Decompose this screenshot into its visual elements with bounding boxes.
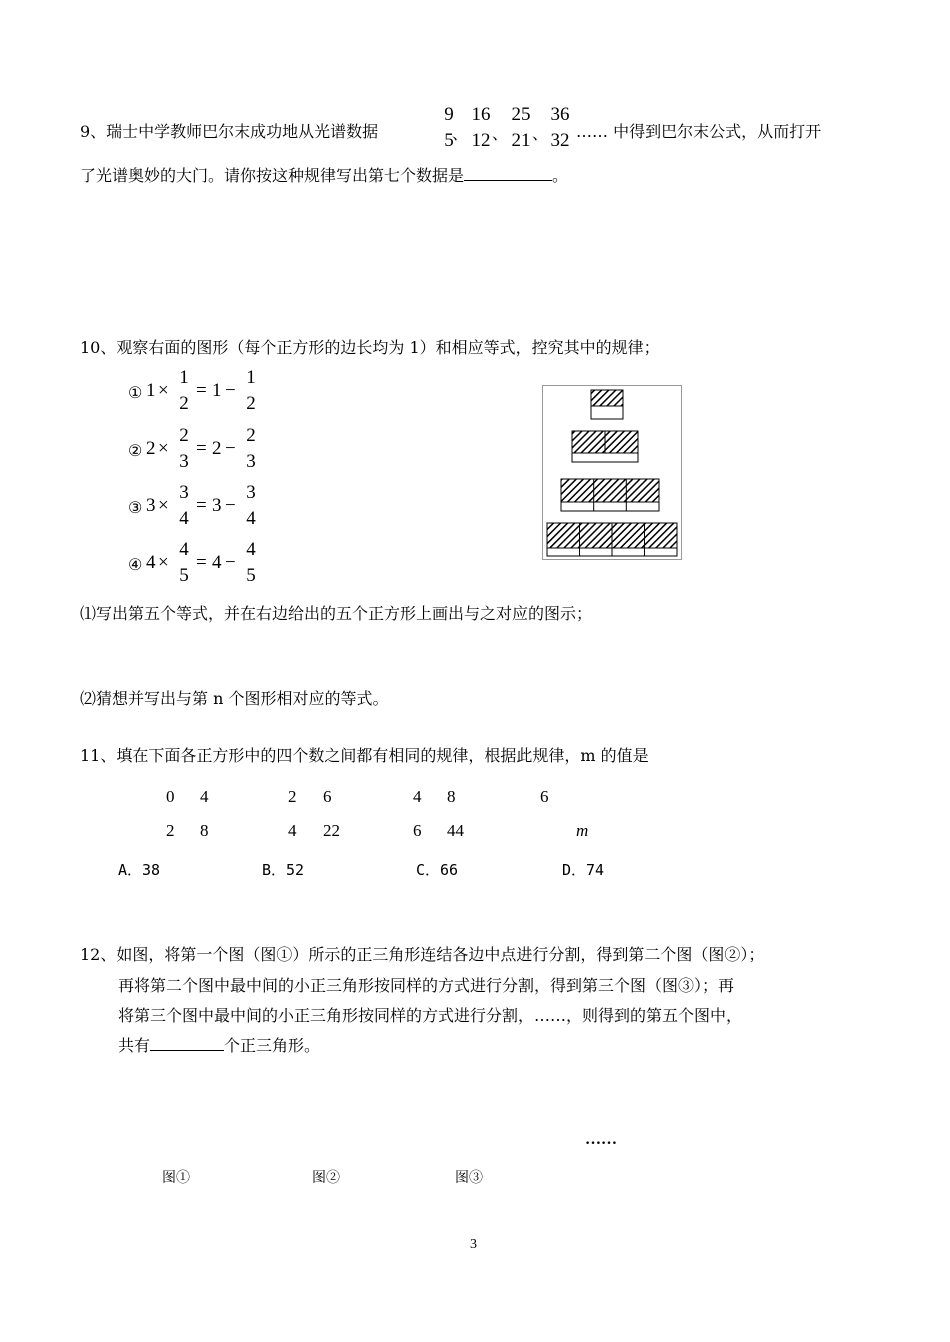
figure-row-1 — [591, 390, 623, 419]
q10-eq-frac-right-num: 4 — [246, 539, 256, 560]
q10-eq-a: 1 — [146, 380, 156, 401]
q10-eq-fraction-right — [243, 365, 259, 417]
q10-eq-equals: = — [196, 495, 207, 516]
q12-line1: 12、如图，将第一个图（图①）所示的正三角形连结各边中点进行分割，得到第二个图（图②）； — [80, 945, 765, 964]
q10-eq-frac-right-den: 5 — [246, 565, 256, 586]
q11-square-3-br: 44 — [447, 821, 464, 840]
q9-frac1-num: 9 — [444, 104, 454, 125]
q9-frac2-num: 16 — [471, 104, 491, 125]
q10-eq-a: 4 — [146, 552, 156, 573]
q11-square-1-tl: 0 — [166, 787, 175, 806]
q11-square-1-bl: 2 — [166, 821, 175, 840]
q11-square-4-br: m — [576, 821, 589, 840]
q10-eq-minus: − — [225, 495, 236, 516]
q10-eq-fraction — [176, 480, 192, 532]
q9-frac3-num: 25 — [511, 104, 531, 125]
q9-frac4-den: 32 — [550, 130, 570, 151]
q10-eq-fraction-right — [243, 423, 259, 475]
q11-option-a[interactable]: A．38 — [118, 861, 161, 879]
q10-eq-frac-num: 4 — [179, 539, 189, 560]
q12-fig-label-3: 图③ — [455, 1170, 483, 1186]
q9-line2-text: 了光谱奥妙的大门。请你按这种规律写出第七个数据是 — [80, 166, 465, 185]
q12-fig-label-2: 图② — [312, 1170, 340, 1186]
q10-eq-fraction — [176, 423, 192, 475]
q10-eq-frac-den: 2 — [179, 393, 189, 414]
q10-eq-fraction — [176, 537, 192, 589]
q10-eq-a: 2 — [146, 438, 156, 459]
q12-ellipsis: …… — [585, 1131, 617, 1148]
q10-intro: 10、观察右面的图形（每个正方形的边长均为 1）和相应等式，控究其中的规律； — [80, 338, 660, 357]
q11-square-3-tl: 4 — [413, 787, 422, 806]
q9-sep-3: 、 — [532, 124, 549, 143]
q11-square-2-bl: 4 — [288, 821, 297, 840]
q11-square-2-tr: 6 — [323, 787, 332, 806]
q9-frac3-den: 21 — [511, 130, 531, 151]
q10-eq-frac-right-den: 4 — [246, 508, 256, 529]
q11-square-2-br: 22 — [323, 821, 340, 840]
q10-eq-frac-right-den: 3 — [246, 451, 256, 472]
page-number: 3 — [470, 1237, 477, 1252]
q10-eq-minus: − — [225, 380, 236, 401]
q10-eq-frac-den: 5 — [179, 565, 189, 586]
q10-eq-b: 2 — [212, 438, 222, 459]
q10-part1: ⑴写出第五个等式，并在右边给出的五个正方形上画出与之对应的图示； — [80, 604, 593, 623]
q11-square-3-tr: 8 — [447, 787, 456, 806]
q9-frac2-den: 12 — [471, 130, 491, 151]
q10-eq-circle: ① — [128, 383, 143, 402]
q9-sep-1: 、 — [452, 124, 469, 143]
q11-option-b[interactable]: B．52 — [262, 861, 305, 879]
q10-eq-circle: ④ — [128, 555, 143, 574]
q10-part2: ⑵猜想并写出与第 n 个图形相对应的等式。 — [80, 689, 389, 708]
q11-square-3-bl: 6 — [413, 821, 422, 840]
q10-eq-circle: ③ — [128, 498, 143, 517]
q11-square-1-tr: 4 — [200, 787, 209, 806]
q11-option-c[interactable]: C．66 — [416, 861, 459, 879]
q10-eq-minus: − — [225, 438, 236, 459]
q11-option-d[interactable]: D．74 — [562, 861, 605, 879]
q9-sep-2: 、 — [492, 124, 509, 143]
q10-eq-equals: = — [196, 438, 207, 459]
q9-answer-blank[interactable] — [464, 180, 552, 181]
q12-answer-blank[interactable] — [150, 1050, 224, 1051]
figure-row-2 — [572, 431, 638, 462]
q10-eq-b: 3 — [212, 495, 222, 516]
q10-eq-equals: = — [196, 552, 207, 573]
q10-eq-times: × — [158, 495, 169, 516]
q12-line3: 将第三个图中最中间的小正三角形按同样的方式进行分割，……，则得到的第五个图中， — [118, 1006, 743, 1025]
q9-line1-suffix: …… 中得到巴尔末公式，从而打开 — [576, 122, 822, 141]
q9-line2 — [80, 163, 568, 186]
q9-frac1-den: 5 — [444, 130, 454, 151]
q10-eq-frac-right-den: 2 — [246, 393, 256, 414]
q10-squares-figure — [542, 385, 682, 560]
q10-eq-frac-den: 3 — [179, 451, 189, 472]
q9-frac4-num: 36 — [550, 104, 570, 125]
q10-eq-fraction-right — [243, 537, 259, 589]
q10-eq-times: × — [158, 552, 169, 573]
q10-eq-b: 4 — [212, 552, 222, 573]
figure-row-3 — [561, 479, 659, 511]
q10-eq-b: 1 — [212, 380, 222, 401]
q10-eq-minus: − — [225, 552, 236, 573]
q11-square-4-tl: 6 — [540, 787, 549, 806]
q10-eq-frac-right-num: 2 — [246, 425, 256, 446]
q9-fraction-4 — [545, 102, 575, 154]
q11-square-2-tl: 2 — [288, 787, 297, 806]
q10-eq-circle: ② — [128, 441, 143, 460]
q9-line2-end: 。 — [552, 166, 569, 185]
q10-eq-fraction — [176, 365, 192, 417]
q12-fig-label-1: 图① — [162, 1170, 190, 1186]
q12-line4-a: 共有 — [118, 1036, 151, 1055]
q10-eq-frac-den: 4 — [179, 508, 189, 529]
q10-eq-frac-num: 3 — [179, 482, 189, 503]
q10-eq-equals: = — [196, 380, 207, 401]
q11-square-1-br: 8 — [200, 821, 209, 840]
q12-line2: 再将第二个图中最中间的小正三角形按同样的方式进行分割，得到第三个图（图③）；再 — [118, 976, 735, 995]
q10-eq-times: × — [158, 380, 169, 401]
q9-line1-prefix: 9、瑞士中学教师巴尔末成功地从光谱数据 — [80, 122, 379, 141]
q10-eq-frac-num: 1 — [179, 367, 189, 388]
q10-eq-fraction-right — [243, 480, 259, 532]
q11-intro: 11、填在下面各正方形中的四个数之间都有相同的规律，根据此规律，m 的值是 — [80, 746, 649, 765]
figure-row-4 — [547, 523, 677, 556]
q10-eq-times: × — [158, 438, 169, 459]
q10-eq-a: 3 — [146, 495, 156, 516]
q12-line4 — [118, 1033, 320, 1056]
q10-eq-frac-num: 2 — [179, 425, 189, 446]
q12-line4-b: 个正三角形。 — [224, 1036, 321, 1055]
q10-eq-frac-right-num: 3 — [246, 482, 256, 503]
q10-eq-frac-right-num: 1 — [246, 367, 256, 388]
